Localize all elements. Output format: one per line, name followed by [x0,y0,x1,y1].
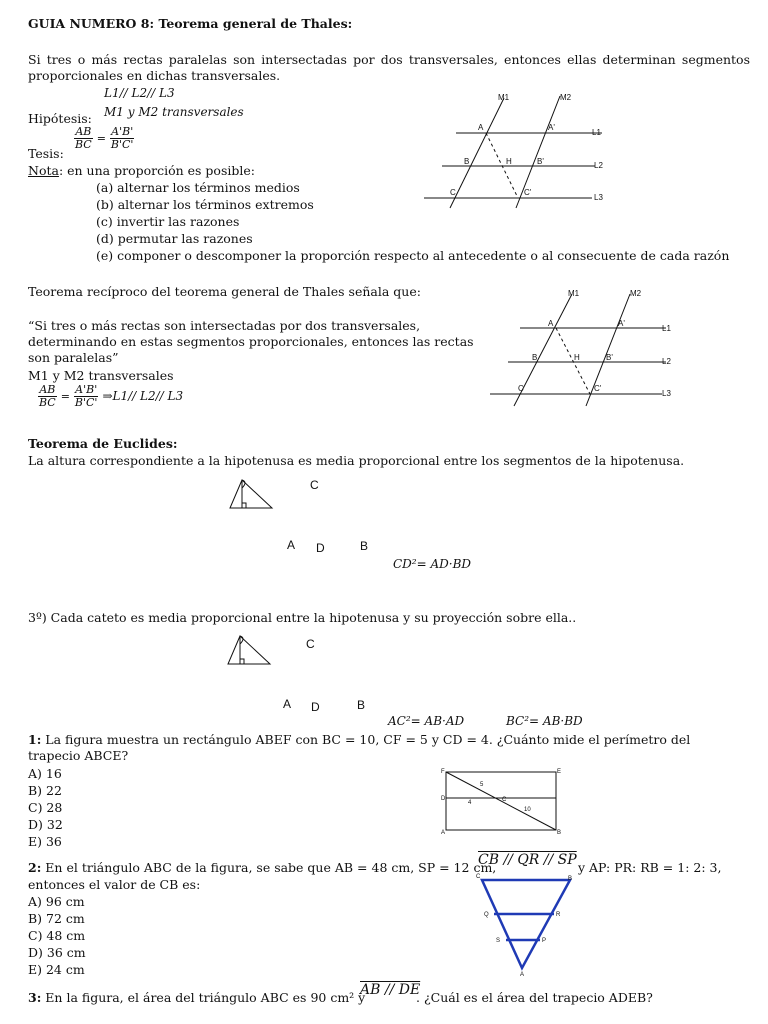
euclid1-label-b: B [360,539,369,553]
thesis-formula: $\frac{AB}{BC}$ = $\frac{A'B'}{B'C'}$ [75,125,134,151]
label-l2: L2 [594,161,603,170]
label-m1: M1 [498,93,510,102]
intro-paragraph: Si tres o más rectas paralelas son intersectadas por dos transversales, entonces ellas determinan segmentos proporcionales en dichas transversales. [28,52,750,83]
p1-label-f: F [441,769,445,775]
label-l3: L3 [594,193,603,202]
p1-label-d: D [441,796,446,802]
label-m2: M2 [630,289,642,298]
hypothesis-line-2: M1 y M2 transversales [104,105,244,119]
rec-frac-ab: AB [39,383,56,396]
note-text: : en una proporción es posible: [58,163,255,178]
label-l1: L1 [662,324,671,333]
problem-3-line [28,990,365,1005]
reciprocal-intro: Teorema recíproco del teorema general de Thales señala que: [28,284,421,299]
p1-label-c: C [502,797,507,803]
problem-3-statement-a: En la figura, el área del triángulo ABC es 90 cm² y [45,990,366,1005]
guide-title: GUIA NUMERO 8: Teorema general de Thales: [28,16,353,31]
euclid-title: Teorema de Euclides: [28,436,178,451]
euclid2-label-c: C [306,637,315,651]
problem-2-number: 2: [28,860,42,875]
thales-figure-2 [486,284,686,409]
problem-2-line-1 [28,860,496,875]
reciprocal-quote: “Si tres o más rectas son intersectadas por dos transversales, determinando en estas segmentos proporcionales, entonces las rectas son paralelas” [28,318,474,365]
problem-2-statement-c: entonces el valor de CB es: [28,877,201,892]
problem-2-statement-b: y AP: PR: RB = 1: 2: 3, [578,860,722,875]
note-line [28,163,255,178]
problem-3-number: 3: [28,990,42,1005]
label-a: A [478,123,484,132]
label-l3: L3 [662,389,671,398]
p2-option-d: D) 36 cm [28,945,86,960]
label-a1: A' [548,123,555,132]
label-b: B [532,353,538,362]
label-m1: M1 [568,289,580,298]
label-b1: B' [537,157,544,166]
rec-frac-a1b1: A'B' [75,383,98,396]
problem-3-statement-b: . ¿Cuál es el área del trapecio ADEB? [416,990,653,1005]
p2-label-p: P [542,938,547,944]
label-c1: C' [594,384,602,393]
reciprocal-formula: $\frac{AB}{BC}$ = $\frac{A'B'}{B'C'}$ ⇒L1// L2// L3 [39,383,184,409]
label-l2: L2 [662,357,671,366]
label-c: C [518,384,524,393]
rectangle-figure [438,766,566,836]
note-item-c: (c) invertir las razones [96,214,240,229]
p1-option-d: D) 32 [28,817,63,832]
problem-3-parallel [360,982,420,998]
p1-label-e: E [557,769,562,775]
label-b1: B' [606,353,613,362]
p1-label-4: 4 [468,800,472,806]
p2-option-a: A) 96 cm [28,894,85,909]
frac-bc: BC [75,138,92,151]
frac-ab: AB [75,125,92,138]
p1-option-c: C) 28 [28,800,63,815]
p1-label-10: 10 [524,807,531,813]
p1-option-b: B) 22 [28,783,62,798]
p2-label-b: B [568,876,573,882]
note-label: Nota [28,163,59,178]
euclid2-label-b: B [357,698,366,712]
problem-1-text [28,732,718,764]
label-a: A [548,319,554,328]
note-item-b: (b) alternar los términos extremos [96,197,314,212]
rec-frac-b1c1: B'C' [74,396,98,409]
p2-option-b: B) 72 cm [28,911,85,926]
line-m2 [516,96,560,208]
reciprocal-transversals: M1 y M2 transversales [28,368,174,383]
p1-label-b: B [557,830,562,836]
euclid-formula-2: AC²= AB·AD [388,714,465,728]
hypothesis-line-1: L1// L2// L3 [104,86,175,100]
frac-b1c1: B'C' [110,138,134,151]
thesis-label: Tesis: [28,146,64,161]
reciprocal-formula-tail: ⇒L1// L2// L3 [102,389,184,403]
label-a1: A' [618,319,625,328]
line-m2 [586,294,630,406]
p1-option-a: A) 16 [28,766,62,781]
p1-label-a: A [441,830,446,836]
p2-option-c: C) 48 cm [28,928,86,943]
thales-figure-1 [420,88,620,213]
p2-label-q: Q [484,912,489,918]
euclid2-label-a: A [283,697,292,711]
label-m2: M2 [560,93,572,102]
problem-2-statement-a: En el triángulo ABC de la figura, se sabe que AB = 48 cm, SP = 12 cm, [45,860,497,875]
euclid-third: 3º) Cada cateto es media proporcional entre la hipotenusa y su proyección sobre ella.. [28,610,577,625]
note-item-a: (a) alternar los términos medios [96,180,300,195]
note-item-d: (d) permutar las razones [96,231,253,246]
problem-1-number: 1: [28,732,42,747]
frac-a1b1: A'B' [111,125,134,138]
label-c1: C' [524,188,532,197]
p1-option-e: E) 36 [28,834,62,849]
euclid-formula-1: CD²= AD·BD [393,557,472,571]
right-triangle-icon-2 [226,634,272,666]
inverted-triangle-figure [476,872,580,976]
euclid1-label-c: C [310,478,319,492]
label-l1: L1 [592,128,601,137]
note-item-e: (e) componer o descomponer la proporción respecto al antecedente o al consecuente de cada razón [96,248,730,263]
euclid1-label-a: A [287,538,296,552]
hypothesis-label: Hipótesis: [28,111,92,126]
label-h: H [506,157,512,166]
dashed-ac1 [556,328,590,394]
right-triangle-icon-1 [228,478,274,510]
p1-label-5: 5 [480,782,484,788]
p2-label-a: A [520,972,525,978]
label-c: C [450,188,456,197]
p2-label-s: S [496,938,501,944]
label-h: H [574,353,580,362]
p2-label-r: R [556,912,561,918]
euclid1-label-d: D [316,541,325,555]
p2-parallel-text: CB // QR // SP [478,852,577,868]
euclid-formula-3: BC²= AB·BD [506,714,583,728]
p2-option-e: E) 24 cm [28,962,85,977]
p3-parallel-text: AB // DE [360,982,421,998]
p2-label-c: C [476,874,481,880]
rec-frac-bc: BC [39,396,56,409]
label-b: B [464,157,470,166]
euclid-text: La altura correspondiente a la hipotenusa es media proporcional entre los segmentos de la hipotenusa. [28,453,685,468]
problem-2-parallel [478,852,577,868]
euclid2-label-d: D [311,700,320,714]
line-m1 [450,98,504,208]
problem-1-statement: La figura muestra un rectángulo ABEF con BC = 10, CF = 5 y CD = 4. ¿Cuánto mide el perímetro del trapecio ABCE? [28,732,691,763]
